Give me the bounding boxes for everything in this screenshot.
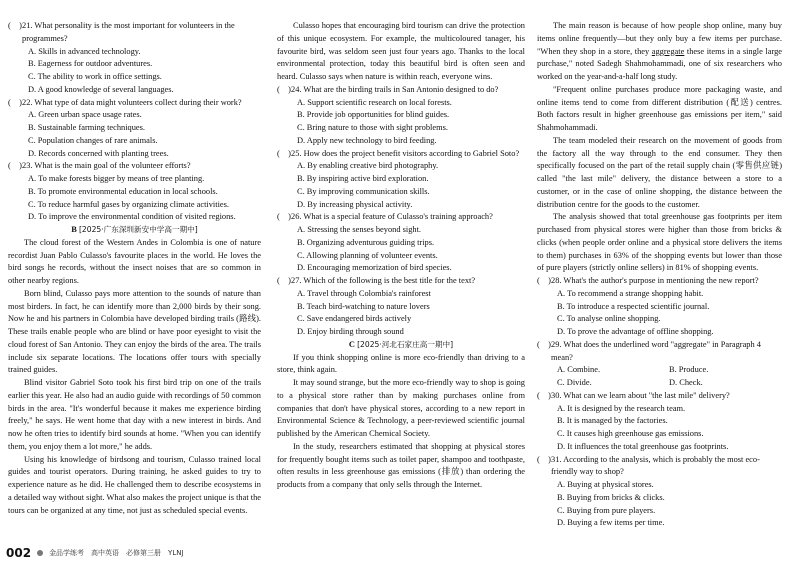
column-3	[537, 20, 782, 530]
option: B. Eagerness for outdoor adventures.	[28, 59, 153, 69]
option: B. Sustainable farming techniques.	[28, 123, 145, 132]
passage-paragraph	[537, 20, 782, 84]
option: A. By enabling creative bird photography.	[297, 161, 439, 171]
option: A. Buying at physical stores.	[557, 480, 654, 489]
footer-text: 金品学练考 高中英语 必修第三册 YLNJ	[49, 549, 184, 557]
option: A. Combine.	[557, 365, 601, 375]
text-run: these items in a single large purchase," noted Sadegh Shahmohammadi, one of six researchers who worked on the year-and-a-half long study.	[537, 46, 782, 81]
answer-bracket[interactable]: ( )	[537, 276, 551, 285]
option: C. By improving communication skills.	[297, 186, 430, 196]
option-row	[537, 364, 782, 377]
option: A. To make forests bigger by means of tree planting.	[28, 174, 205, 183]
option: A. Travel through Colombia's rainforest	[297, 288, 431, 298]
option-row	[537, 377, 782, 390]
option: A. Stressing the senses beyond sight.	[297, 225, 421, 234]
question-28	[537, 275, 782, 288]
answer-bracket[interactable]: ( )	[8, 21, 22, 30]
question-30	[537, 390, 782, 403]
answer-bracket[interactable]: ( )	[277, 84, 291, 94]
question-27	[277, 275, 525, 288]
column-1	[8, 20, 261, 517]
question-stem: 24. What are the birding trails in San Antonio designed to do?	[291, 84, 499, 94]
underlined-word: aggregate	[651, 46, 685, 56]
option: D. Apply new technology to bird feeding.	[297, 135, 437, 145]
option: D. Check.	[669, 378, 703, 387]
passage-paragraph: Blind visitor Gabriel Soto took his first bird trip on one of the trails earlier this year. He also had an audio guide with recordings of 50 common birds in the area. "It's wonderful because it makes me experience birding freely," he says. He went home that day with a new interest in birds. And now he often tries to identify bird sounds at home. "When you can identify them, you enjoy them a lot more," he adds.	[8, 378, 261, 451]
question-stem: 29. What does the underlined word "aggregate" in Paragraph 4 mean?	[551, 339, 761, 362]
section-c-heading	[277, 339, 525, 352]
question-stem: 26. What is a special feature of Culasso's training approach?	[291, 212, 493, 222]
option: A. Support scientific research on local forests.	[297, 97, 452, 107]
section-letter: C	[348, 339, 355, 349]
option: D. To prove the advantage of offline shopping.	[557, 327, 714, 336]
question-stem: 21. What personality is the most important for volunteers in the programmes?	[22, 21, 235, 43]
answer-bracket[interactable]: ( )	[277, 276, 291, 285]
question-25	[277, 148, 525, 161]
option: A. Green urban space usage rates.	[28, 110, 142, 120]
option: D. Enjoy birding through sound	[297, 327, 404, 336]
passage-paragraph: The analysis showed that total greenhouse gas footprints per item purchased from physical stores were higher than those from bricks & clicks (when people order online and a physical store delivers the items to them) purchases in 63% of the shopping events but lower than those of pure players (strictly online sellers) in 81% of shopping events.	[537, 212, 782, 273]
option: C. It causes high greenhouse gas emissions.	[557, 429, 704, 438]
option: C. Buying from pure players.	[557, 505, 656, 515]
option: C. Allowing planning of volunteer events.	[297, 250, 438, 260]
option: B. Provide job opportunities for blind guides.	[297, 110, 450, 120]
question-22	[8, 97, 261, 110]
option: C. Population changes of rare animals.	[28, 135, 158, 145]
question-29	[537, 339, 782, 365]
question-31	[537, 454, 782, 480]
page-number: 002	[6, 546, 32, 560]
option: D. It influences the total greenhouse gas footprints.	[557, 441, 729, 451]
option: B. To promote environmental education in local schools.	[28, 186, 218, 196]
option: C. Save endangered birds actively	[297, 314, 412, 324]
section-letter: B	[71, 225, 77, 234]
passage-paragraph: The team modeled their research on the movement of goods from the factory all the way through to the end consumer. They then specifically focused on the part of the retail supply chain (零售供应链) called "the last mile" delivery, the distance between a store to a customer, or in the case of online shopping, the distance between the distribution centre for the goods to the customer.	[537, 135, 782, 209]
question-stem: 31. According to the analysis, which is probably the most eco-friendly way to shop?	[551, 454, 760, 477]
question-stem: 22. What type of data might volunteers collect during their work?	[22, 97, 242, 107]
text-run: The main reason is because of how people shop online, many buy items online frequently—but they only buy a few items per purchase. "When they shop in a store, they	[537, 21, 782, 56]
option: D. To improve the environmental condition of visited regions.	[28, 212, 236, 222]
answer-bracket[interactable]: ( )	[277, 212, 291, 222]
question-23	[8, 160, 261, 173]
section-b-heading	[8, 224, 261, 237]
question-26	[277, 211, 525, 224]
answer-bracket[interactable]: ( )	[277, 148, 291, 158]
passage-paragraph: The cloud forest of the Western Andes in Colombia is one of nature recordist Juan Pablo Culasso's favourite places in the world. He loves the bird songs he records, without the insect noises that are so common in other nearby regions.	[8, 237, 261, 285]
passage-paragraph: Born blind, Culasso pays more attention to the sounds of nature than most birders. In fact, he can identify more than 2,000 birds by their song. Now he and his partners in Colombia have developed birding trails (路线). These trails enable people who are blind or have poor eyesight to visit the cloud forest of San Antonio. They can enjoy the birds of the area. The trails include six separate locations. The locations offer tours with specially trained guides.	[8, 288, 261, 375]
section-source: [2025·河北石家庄高一期中]	[357, 339, 454, 349]
answer-bracket[interactable]: ( )	[537, 454, 551, 464]
question-24	[277, 84, 525, 97]
option: C. Bring nature to those with sight problems.	[297, 123, 448, 132]
question-stem: 23. What is the main goal of the volunteer efforts?	[22, 161, 191, 171]
passage-paragraph: Culasso hopes that encouraging bird tourism can drive the protection of this unique ecosystem. For example, the multicoloured tanager, his favourite bird, was seldom seen just four years ago. Thanks to the local environmental protection, today this beautiful bird is often seen and heard. Culasso says when nature is within reach, everyone wins.	[277, 21, 525, 81]
option: C. To reduce harmful gases by organizing climate activities.	[28, 199, 229, 209]
option: D. By increasing physical activity.	[297, 199, 413, 209]
option: B. It is managed by the factories.	[557, 416, 668, 426]
option: B. Produce.	[669, 365, 709, 375]
option: D. Buying a few items per time.	[557, 518, 665, 528]
answer-bracket[interactable]: ( )	[537, 390, 551, 400]
answer-bracket[interactable]: ( )	[8, 161, 22, 171]
passage-paragraph: In the study, researchers estimated that shopping at physical stores for frequently bought items such as toilet paper, shampoo and toothpaste, often results in less greenhouse gas emissions (排放) than ordering the products from a company that only sells through the Internet.	[277, 441, 525, 489]
option: A. Skills in advanced technology.	[28, 46, 141, 56]
page-footer	[6, 546, 184, 560]
option: B. Organizing adventurous guiding trips.	[297, 237, 435, 247]
question-stem: 25. How does the project benefit visitors according to Gabriel Soto?	[291, 148, 520, 158]
question-21	[8, 20, 261, 46]
column-2	[277, 20, 525, 492]
option: D. Records concerned with planting trees.	[28, 148, 169, 158]
passage-paragraph: "Frequent online purchases produce more packaging waste, and online items tend to come from different distribution (配送) centres. Both factors result in higher greenhouse gas emissions per item," said Shahmohammadi.	[537, 84, 782, 132]
answer-bracket[interactable]: ( )	[8, 97, 22, 107]
passage-paragraph: If you think shopping online is more eco-friendly than driving to a store, think again.	[277, 352, 525, 375]
option: A. To recommend a strange shopping habit.	[557, 288, 704, 298]
option: B. Teach bird-watching to nature lovers	[297, 301, 430, 311]
question-stem: 30. What can we learn about "the last mile" delivery?	[551, 390, 730, 400]
option: B. By inspiring active bird exploration.	[297, 174, 429, 183]
option: C. Divide.	[557, 378, 592, 387]
option: D. A good knowledge of several languages.	[28, 84, 174, 94]
section-source: [2025·广东深圳新安中学高一期中]	[78, 225, 198, 234]
option: B. Buying from bricks & clicks.	[557, 492, 665, 502]
option: C. To analyse online shopping.	[557, 314, 661, 324]
option: D. Encouraging memorization of bird species.	[297, 263, 452, 273]
option: C. The ability to work in office settings.	[28, 72, 162, 81]
question-stem: 27. Which of the following is the best title for the text?	[291, 276, 476, 285]
question-stem: 28. What's the author's purpose in mentioning the new report?	[551, 276, 759, 285]
option: B. To introduce a respected scientific journal.	[557, 301, 710, 311]
passage-paragraph: Using his knowledge of birdsong and tourism, Culasso trained local guides and tourist operators. During training, he asked guides to try to experience nature as he did. He challenged them to describe ecosystems in a detailed way without sight. What also makes the project unique is that the tours can be organized at any time, not just as scheduled special events.	[8, 454, 261, 515]
option: A. It is designed by the research team.	[557, 403, 686, 413]
passage-paragraph: It may sound strange, but the more eco-friendly way to shop is going to a physical store rather than by making purchases online from companies that don't have physical stores, according to a new report in Environmental Science & Technology, a peer-reviewed scientific journal published by the American Chemical Society.	[277, 378, 525, 438]
bullet-icon	[37, 550, 43, 556]
answer-bracket[interactable]: ( )	[537, 339, 551, 349]
